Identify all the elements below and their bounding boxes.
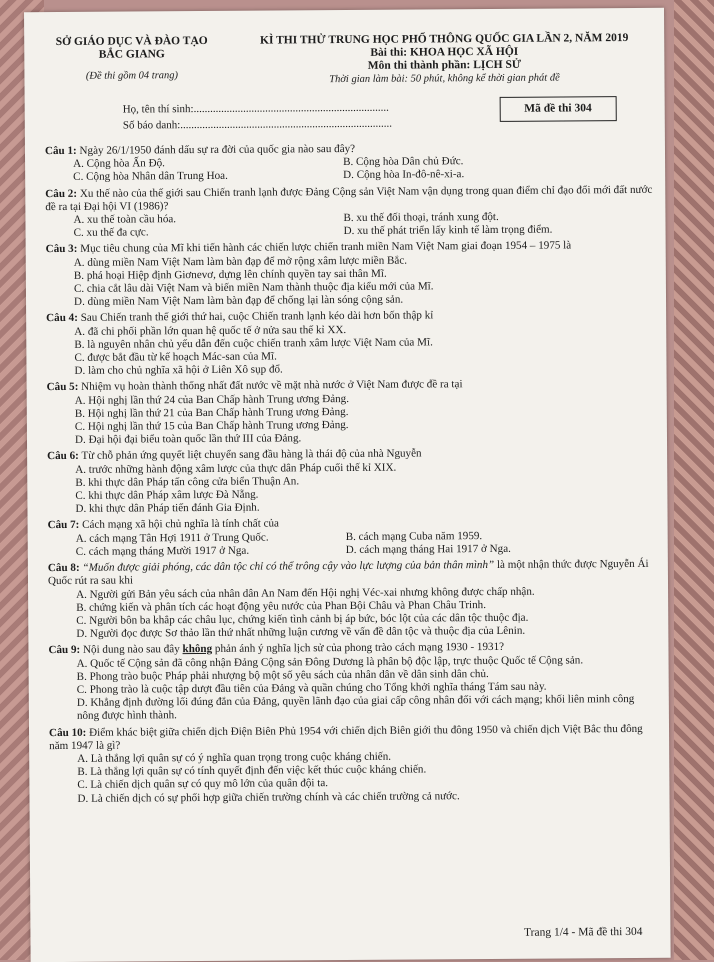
- question-emphasis: không: [182, 643, 213, 656]
- answer-option: C. Phong trào là cuộc tập dượt đầu tiên của Đảng và quần chúng cho Tổng khởi nghĩa tháng Tám sau này.: [76, 680, 547, 696]
- question-stem: Từ chỗ phản ứng quyết liệt chuyển sang đầu hàng là thái độ của nhà Nguyễn: [81, 447, 422, 463]
- exam-subject: Môn thi thành phần: LỊCH SỬ: [367, 58, 522, 72]
- answer-option: D. Cộng hòa In-đô-nê-xi-a.: [343, 168, 465, 182]
- answer-option: B. chứng kiến và phân tích các hoạt động yêu nước của Phan Bội Châu và Phan Châu Trinh.: [76, 598, 487, 614]
- department-name: SỞ GIÁO DỤC VÀ ĐÀO TẠO: [55, 34, 208, 49]
- answer-option: A. Người gửi Bản yêu sách của nhân dân An Nam đến Hội nghị Véc-xai nhưng không được chấp nhận.: [76, 585, 535, 601]
- background-fabric-right: [674, 0, 714, 960]
- answer-option: C. chia cắt lâu dài Việt Nam và biến miền Nam thành thuộc địa kiểu mới của Mĩ.: [73, 280, 434, 295]
- answer-option: B. Là thắng lợi quân sự có tính quyết định đến việc kết thúc cuộc kháng chiến.: [77, 763, 427, 779]
- exam-code-box: Mã đề thi 304: [499, 96, 617, 122]
- answer-option: C. xu thế đa cực.: [73, 226, 149, 240]
- answer-option: A. trước những hành động xâm lược của thực dân Pháp cuối thế kỉ XIX.: [75, 461, 397, 476]
- question-stem: Mục tiêu chung của Mĩ khi tiến hành các chiến lược chiến tranh miền Nam Việt Nam giai đoạn 1954 – 1975 là: [80, 239, 572, 256]
- exam-title: KÌ THI THỬ TRUNG HỌC PHỔ THÔNG QUỐC GIA LẦN 2, NĂM 2019: [259, 32, 629, 47]
- exam-part: Bài thi: KHOA HỌC XÃ HỘI: [370, 45, 519, 59]
- question-stem: Điểm khác biệt giữa chiến dịch Điện Biên Phủ 1954 với chiến dịch Biên giới thu đông 1950 và chiến dịch Việt Bắc thu đông năm 1947 là gì?: [49, 722, 643, 752]
- exam-header: [44, 32, 654, 88]
- department-province: BẮC GIANG: [98, 48, 165, 61]
- exam-title-block: [234, 32, 654, 87]
- answer-option: D. xu thế phát triển lấy kinh tế làm trọng điểm.: [343, 223, 553, 238]
- question: [45, 141, 655, 185]
- question-number: Câu 2:: [45, 187, 78, 200]
- question-quote: “Muốn được giải phóng, các dân tộc chỉ có thể trông cậy vào lực lượng của bản thân mình”: [82, 559, 495, 574]
- question-number: Câu 1:: [44, 144, 77, 158]
- question-number: Câu 5:: [46, 381, 79, 394]
- question: [46, 308, 656, 378]
- candidate-info: [45, 96, 655, 142]
- question: [46, 239, 656, 309]
- answer-option: B. Cộng hòa Dân chủ Đức.: [343, 155, 464, 169]
- department-block: [44, 35, 219, 88]
- answer-option: C. được bắt đầu từ kế hoạch Mác-san của Mĩ.: [74, 350, 277, 364]
- answer-option: B. Hội nghị lần thứ 21 của Ban Chấp hành Trung ương Đảng.: [74, 405, 349, 420]
- candidate-id-field: Số báo danh:.............................................................................: [122, 117, 393, 132]
- candidate-name-field: Họ, tên thí sinh:.......................................................................: [122, 101, 389, 116]
- answer-option: B. là nguyên nhân chủ yếu dẫn đến cuộc chiến tranh xâm lược Việt Nam của Mĩ.: [74, 336, 433, 351]
- question-number: Câu 10:: [48, 726, 87, 739]
- answer-option: D. Người đọc được Sơ thảo lần thứ nhất những luận cương về vấn đề dân tộc và thuộc địa của Lênin.: [76, 624, 526, 640]
- answer-option: A. đã chi phối phần lớn quan hệ quốc tế ở nửa sau thế kỉ XX.: [74, 323, 347, 338]
- answer-option: A. xu thế toàn cầu hóa.: [73, 213, 177, 226]
- pages-note: (Đề thi gồm 04 trang): [85, 70, 179, 82]
- answer-option: C. Cộng hòa Nhân dân Trung Hoa.: [73, 170, 228, 184]
- question: [47, 446, 657, 516]
- question: [48, 515, 658, 559]
- answer-option: C. Là chiến dịch quân sự có quy mô lớn của quân đội ta.: [77, 777, 329, 792]
- answer-option: D. cách mạng tháng Hai 1917 ở Nga.: [345, 542, 511, 556]
- answer-option: D. làm cho chủ nghĩa xã hội ở Liên Xô sụp đổ.: [74, 363, 283, 378]
- question-stem: Sau Chiến tranh thế giới thứ hai, cuộc Chiến tranh lạnh kéo dài hơn bốn thập kỉ: [80, 309, 434, 325]
- question-number: Câu 9:: [48, 644, 81, 657]
- page-footer: Trang 1/4 - Mã đề thi 304: [523, 925, 643, 939]
- question: [47, 377, 657, 447]
- question-stem: Ngày 26/1/1950 đánh dấu sự ra đời của quốc gia nào sau đây?: [79, 142, 356, 157]
- question: [48, 558, 659, 641]
- question-number: Câu 4:: [46, 312, 78, 325]
- question-stem: Nội dung nào sau đây: [82, 643, 183, 657]
- answer-option: C. Hội nghị lần thứ 15 của Ban Chấp hành Trung ương Đảng.: [74, 419, 349, 433]
- question-stem: là một nhận thức được Nguyễn Ái Quốc rút ra sau khi: [47, 557, 649, 588]
- question-number: Câu 8:: [47, 561, 80, 575]
- question-stem: Cách mạng xã hội chủ nghĩa là tính chất của: [82, 517, 280, 532]
- answer-option: A. Hội nghị lần thứ 24 của Ban Chấp hành Trung ương Đảng.: [74, 392, 350, 407]
- answer-option: B. Phong trào buộc Pháp phải nhượng bộ một số yêu sách của nhân dân về dân sinh dân chủ.: [76, 667, 489, 683]
- paper-content: [44, 32, 659, 806]
- answer-option: B. xu thế đối thoại, tránh xung đột.: [343, 210, 499, 225]
- answer-option: D. Là chiến dịch có sự phối hợp giữa chiến trường chính và các chiến trường cả nước.: [77, 789, 460, 805]
- answer-option: B. cách mạng Cuba năm 1959.: [345, 529, 483, 543]
- question-number: Câu 6:: [47, 450, 79, 463]
- question: [48, 640, 659, 723]
- answer-option: D. khi thực dân Pháp tiến đánh Gia Định.: [75, 501, 260, 516]
- question-stem: Nhiệm vụ hoàn thành thống nhất đất nước về mặt nhà nước ở Việt Nam được đề ra tại: [81, 378, 463, 394]
- question: [45, 183, 655, 240]
- answer-option: B. khi thực dân Pháp tấn công cửa biển Thuận An.: [75, 475, 300, 489]
- question-stem: Xu thế nào của thế giới sau Chiến tranh lạnh được Đảng Cộng sản Việt Nam vận dụng trong quan điểm chỉ đạo đổi mới đất nước đề ra tại Đại hội VI (1986)?: [45, 183, 653, 213]
- answer-option: A. Là thắng lợi quân sự có ý nghĩa quan trọng trong cuộc kháng chiến.: [77, 750, 392, 765]
- answer-option: C. cách mạng tháng Mười 1917 ở Nga.: [75, 544, 250, 558]
- answer-option: C. Người bôn ba khắp các châu lục, chứng kiến tình cảnh bị áp bức, bóc lột của các dân tộc thuộc địa.: [76, 611, 529, 627]
- question-stem-end: phản ánh ý nghĩa lịch sử của phong trào cách mạng 1930 - 1931?: [212, 641, 505, 656]
- answer-option: A. Quốc tế Cộng sản đã công nhận Đảng Cộng sản Đông Dương là phân bộ độc lập, trực thuộc Quốc tế Cộng sản.: [76, 653, 584, 670]
- answer-option: B. phá hoại Hiệp định Giơnevơ, dựng lên chính quyền tay sai thân Mĩ.: [73, 267, 387, 282]
- answer-option: A. dùng miền Nam Việt Nam làm bàn đạp để mở rộng xâm lược miền Bắc.: [73, 254, 408, 269]
- exam-paper: [24, 8, 671, 962]
- question: [49, 722, 660, 805]
- answer-option: A. Cộng hòa Ấn Độ.: [73, 157, 165, 171]
- answer-option: D. Đại hội đại biểu toàn quốc lần thứ III của Đảng.: [74, 432, 302, 447]
- answer-option: D. Khẳng định đường lối đúng đắn của Đảng, quyền lãnh đạo của giai cấp công nhân đối với cách mạng; khối liên minh công nông được hình thành.: [76, 693, 635, 723]
- time-note: Thời gian làm bài: 50 phút, không kể thời gian phát đề: [329, 72, 560, 86]
- question-number: Câu 3:: [45, 243, 78, 256]
- answer-option: D. dùng miền Nam Việt Nam làm bàn đạp để chống lại làn sóng cộng sản.: [73, 293, 404, 309]
- question-number: Câu 7:: [47, 519, 80, 532]
- answer-option: A. cách mạng Tân Hợi 1911 ở Trung Quốc.: [75, 531, 269, 545]
- answer-option: C. khi thực dân Pháp xâm lược Đà Nẵng.: [75, 488, 259, 502]
